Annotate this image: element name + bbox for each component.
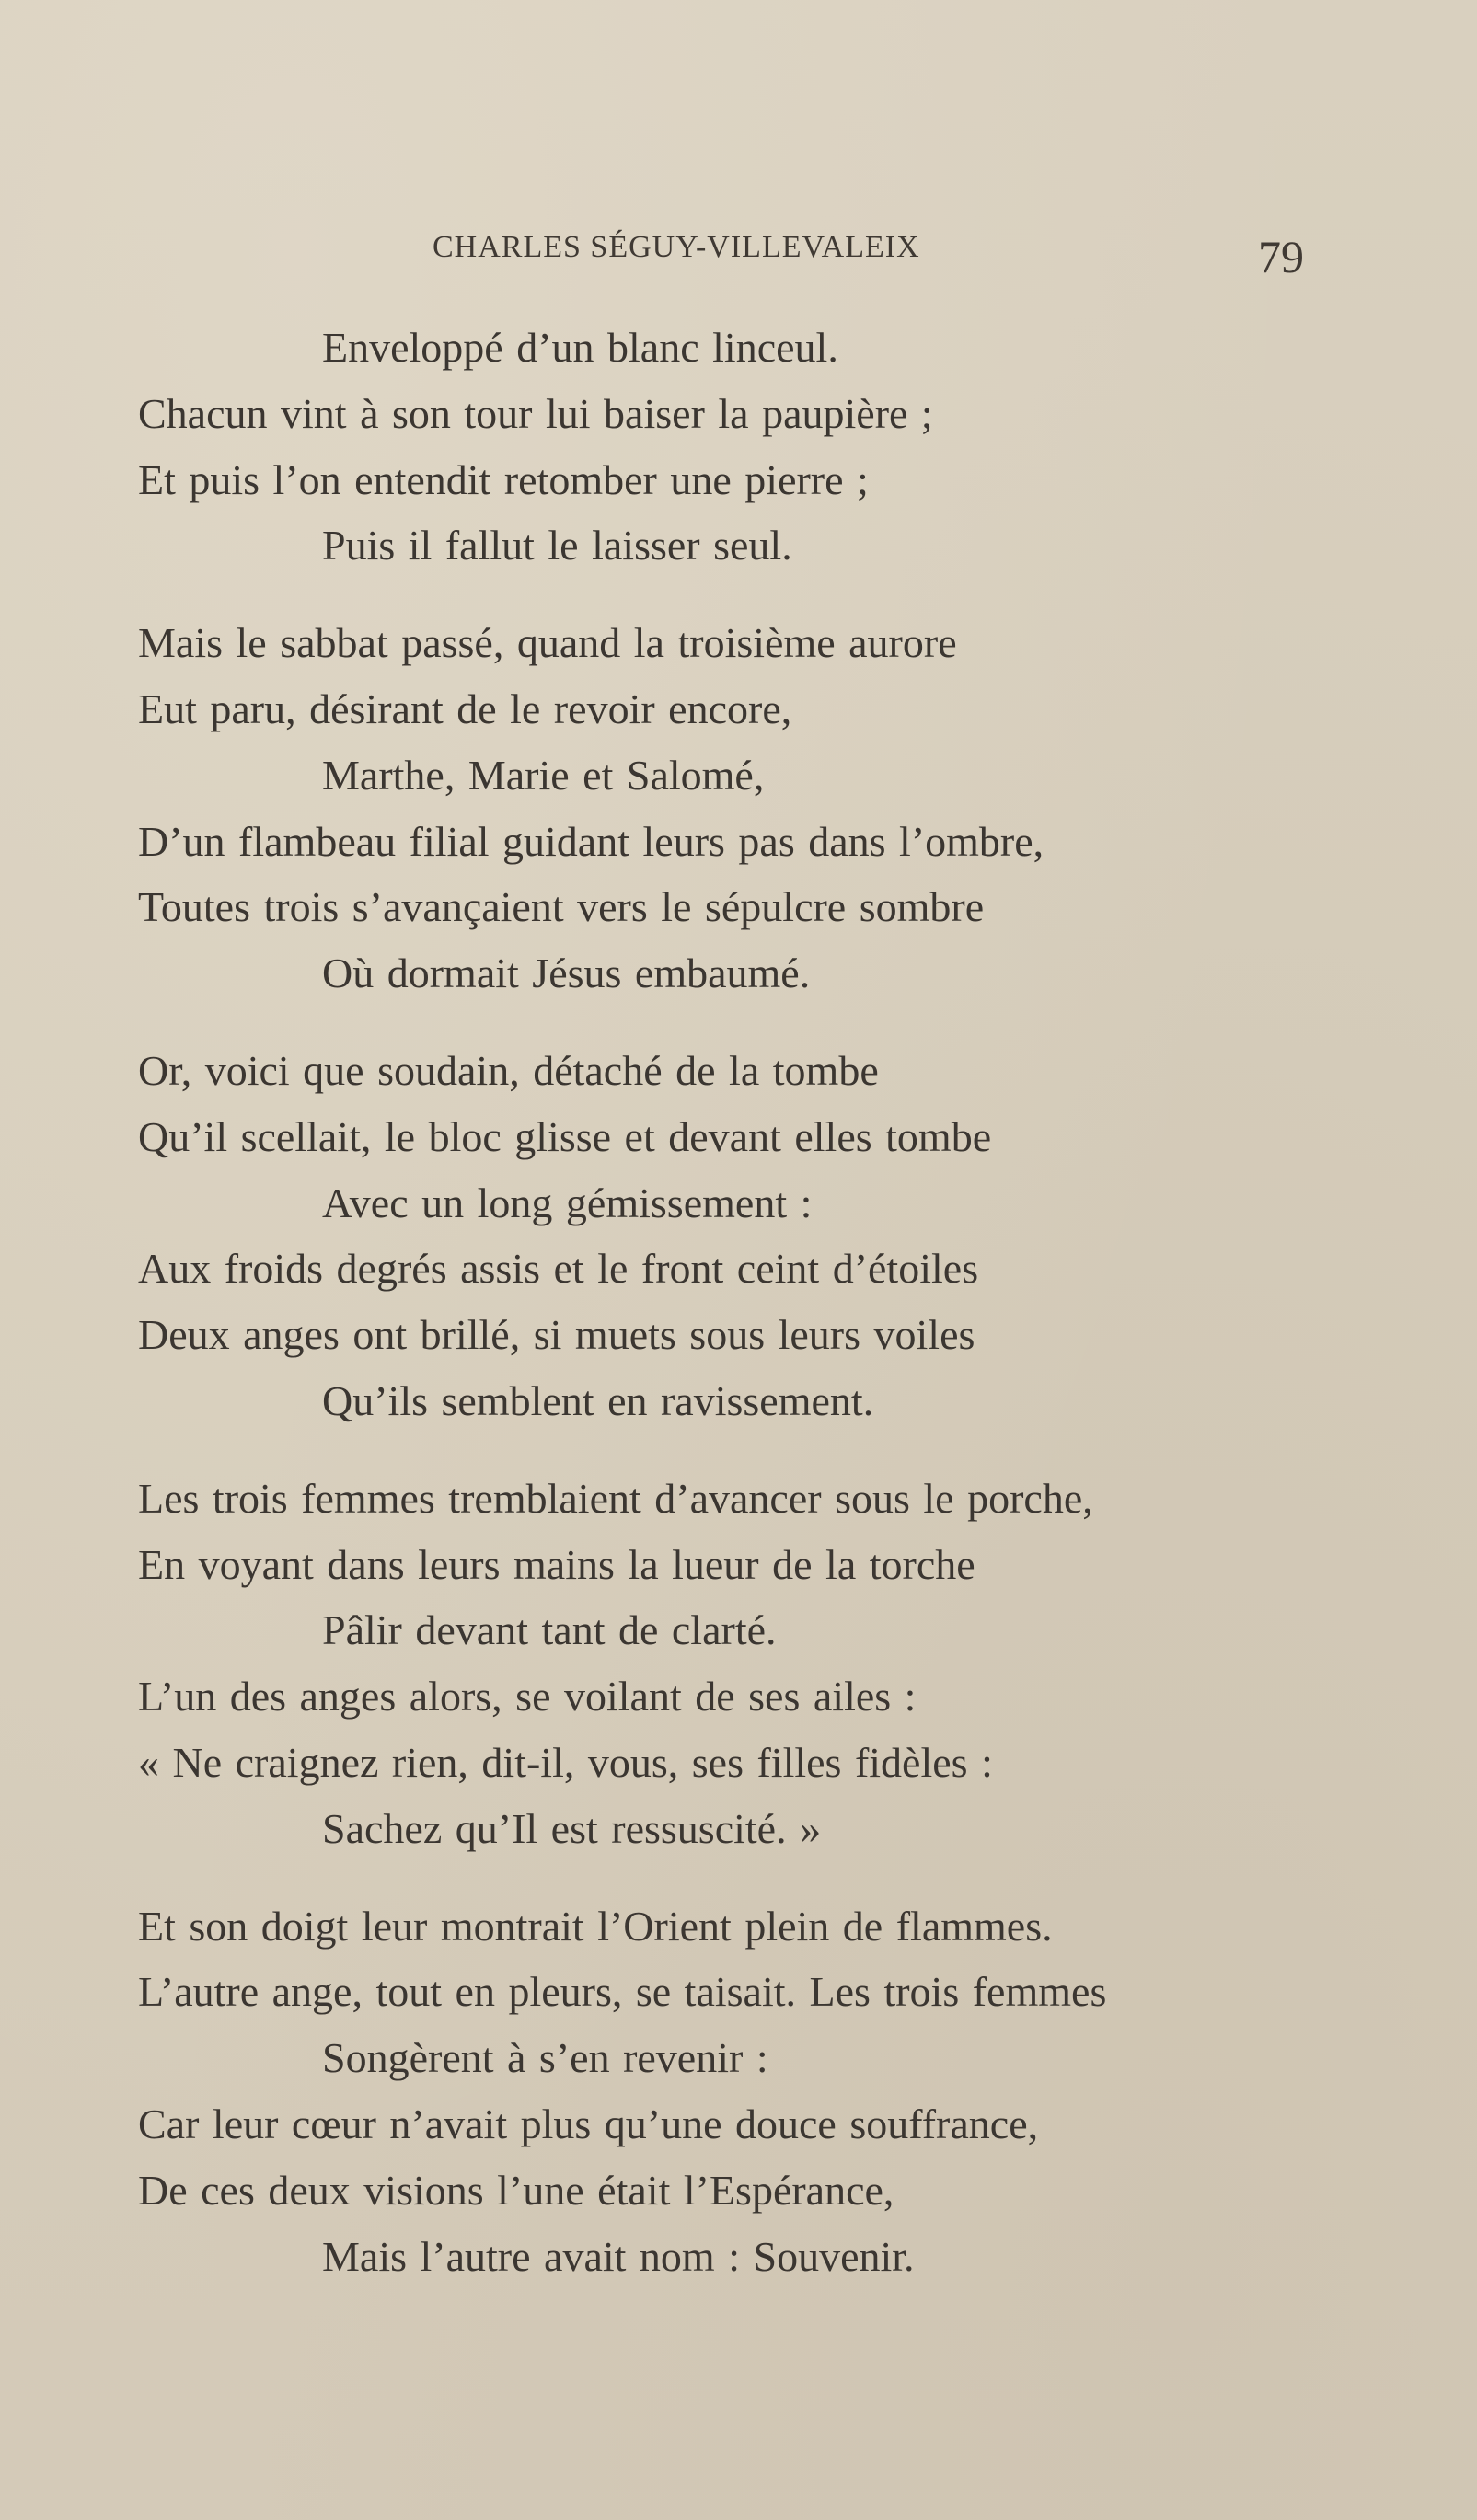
poem-line: Puis il fallut le laisser seul. [322, 522, 792, 570]
poem-line: Les trois femmes tremblaient d’avancer sous le porche, [138, 1474, 1093, 1522]
poem-line: Mais le sabbat passé, quand la troisième aurore [138, 619, 957, 667]
poem-line: Car leur cœur n’avait plus qu’une douce souffrance, [138, 2100, 1039, 2147]
poem-line: En voyant dans leurs mains la lueur de la torche [138, 1540, 975, 1588]
poem-line: Avec un long gémissement : [322, 1179, 813, 1226]
poem-line: Songèrent à s’en revenir : [322, 2034, 768, 2082]
page-number: 79 [1258, 231, 1304, 282]
poem-line: De ces deux visions l’une était l’Espérance, [138, 2166, 894, 2214]
poem-body [138, 315, 1325, 2289]
poem-line: Marthe, Marie et Salomé, [322, 751, 765, 799]
stanza-gap [138, 1434, 1325, 1466]
poem-line: Qu’il scellait, le bloc glisse et devant elles tombe [138, 1112, 992, 1160]
poem-line: Pâlir devant tant de clarté. [322, 1606, 777, 1654]
poem-line: Chacun vint à son tour lui baiser la paupière ; [138, 389, 933, 437]
stanza-3 [138, 1038, 1325, 1434]
stanza-gap [138, 1862, 1325, 1893]
running-head: CHARLES SÉGUY-VILLEVALEIX [433, 230, 920, 264]
poem-line: Or, voici que soudain, détaché de la tombe [138, 1046, 879, 1094]
poem-line: Où dormait Jésus embaumé. [322, 949, 811, 997]
stanza-gap [138, 579, 1325, 610]
poem-line: L’un des anges alors, se voilant de ses ailes : [138, 1673, 917, 1720]
poem-line: Sachez qu’Il est ressuscité. » [322, 1804, 822, 1852]
poem-line: Aux froids degrés assis et le front ceint d’étoiles [138, 1245, 979, 1293]
stanza-5 [138, 1893, 1325, 2290]
poem-line: Mais l’autre avait nom : Souvenir. [322, 2232, 915, 2280]
stanza-1 [138, 315, 1325, 579]
poem-line: Et son doigt leur montrait l’Orient plein de flammes. [138, 1902, 1053, 1950]
stanza-gap [138, 1007, 1325, 1038]
poem-line: Enveloppé d’un blanc linceul. [322, 324, 838, 371]
poem-line: Eut paru, désirant de le revoir encore, [138, 685, 792, 732]
stanza-2 [138, 610, 1325, 1007]
poem-line: D’un flambeau filial guidant leurs pas dans l’ombre, [138, 817, 1044, 865]
poem-line: Et puis l’on entendit retomber une pierre ; [138, 455, 869, 503]
stanza-4 [138, 1466, 1325, 1862]
poem-line: Deux anges ont brillé, si muets sous leurs voiles [138, 1311, 975, 1359]
poem-line: L’autre ange, tout en pleurs, se taisait. Les trois femmes [138, 1968, 1107, 2016]
poem-line: Toutes trois s’avançaient vers le sépulcre sombre [138, 883, 985, 931]
poem-line: « Ne craignez rien, dit-il, vous, ses filles fidèles : [138, 1738, 993, 1786]
poem-line: Qu’ils semblent en ravissement. [322, 1376, 874, 1424]
